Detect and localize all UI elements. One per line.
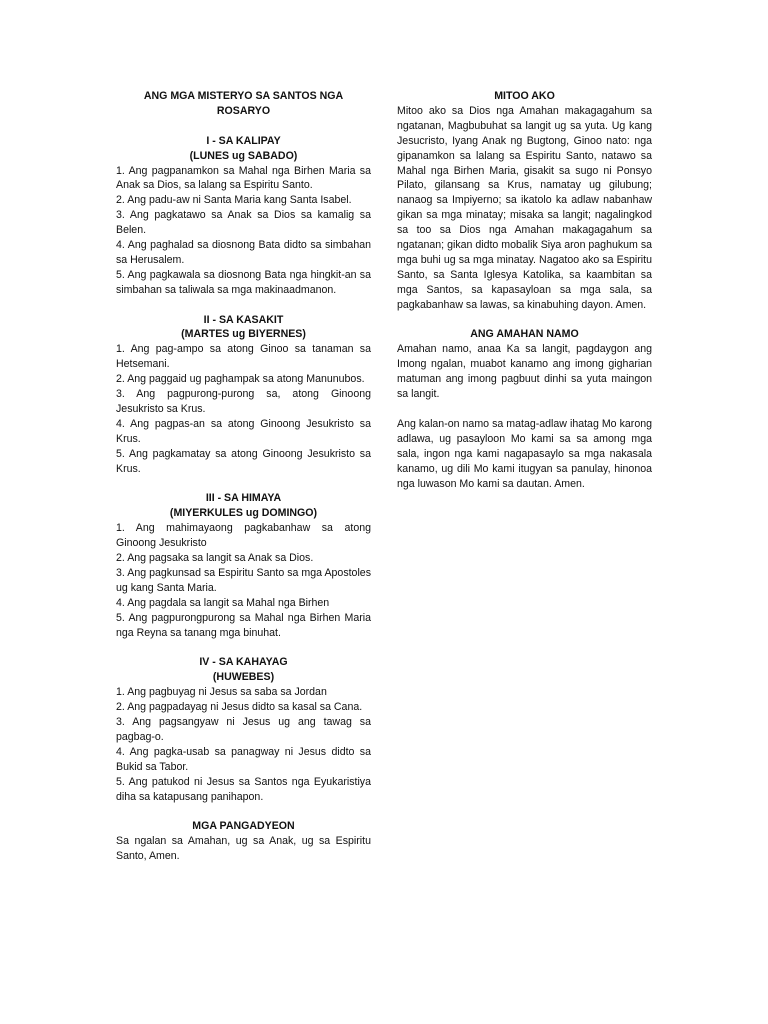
list-item: 2. Ang paggaid ug paghampak sa atong Manunubos. (116, 373, 365, 386)
rosary-title-line2: ROSARYO (216, 104, 271, 117)
list-item: 3. Ang pagsangyaw ni Jesus ug ang tawag sa pagbag-o. (116, 716, 371, 743)
list-item: 1. Ang pagbuyag ni Jesus sa saba sa Jordan (116, 686, 327, 699)
list-item: 3. Ang pagkunsad sa Espiritu Santo sa mga Apostoles ug kang Santa Maria. (116, 566, 371, 594)
creed-section (397, 89, 652, 313)
mystery-section-sorrowful (116, 313, 371, 477)
list-item: 4. Ang pagdala sa langit sa Mahal nga Birhen (116, 596, 330, 609)
prayers-section (116, 819, 371, 864)
section-title: II - SA KASAKIT (203, 313, 284, 326)
list-item: 1. Ang pagpanamkon sa Mahal nga Birhen Maria sa Anak sa Dios, sa lalang sa Espiritu Santo. (116, 164, 371, 192)
list-item: 2. Ang pagsaka sa langit sa Anak sa Dios. (116, 552, 314, 565)
section-days: (MARTES ug BIYERNES) (181, 328, 306, 341)
creed-text: Mitoo ako sa Dios nga Amahan makagagahum sa ngatanan, Magbubuhat sa langit ug sa yuta. Ug kang Jesucristo, Iyang Anak ng Bugtong, Ginoo nato: nga gipanamkon sa lalang sa Espiritu Santo, natawo sa Mahal nga Birhen Maria, gisakit sa sugo ni Ponsyo Pilato, gilansang sa Krus, namatay ug gilubung; nanaog sa Impiyerno; sa ikatolo ka adlaw nabanhaw gikan sa mga minatay; misaka sa langit; nagalingkod sa too sa Dios nga Amahan makagagahum sa ngatanan; gikan didto mobalik Siya aron paghukum sa mga buhi ug sa mga minatay. Nagatoo ako sa Espiritu Santo, sa Santa Iglesya Katolika, sa kaambitan sa mga Santos, sa kapasayloan sa mga sala, sa pagkabanhaw sa lawas, sa kinabuhing dayon. Amen. (397, 104, 653, 311)
mystery-section-luminous (116, 655, 371, 804)
section-title: IV - SA KAHAYAG (199, 656, 288, 669)
left-column (116, 89, 371, 879)
rosary-title-line1: ANG MGA MISTERYO SA SANTOS NGA (143, 90, 344, 102)
list-item: 4. Ang pagka-usab sa panagway ni Jesus didto sa Bukid sa Tabor. (116, 745, 371, 773)
spacer (116, 119, 371, 134)
our-father-paragraph-1: Amahan namo, anaa Ka sa langit, pagdaygon ang Imong ngalan, muabot kanamo ang imong gigharian matuman ang imong pagbuut dinhi sa yuta maingon sa langit. (397, 343, 652, 401)
section-days: (MIYERKULES ug DOMINGO) (169, 507, 318, 520)
list-item: 1. Ang mahimayaong pagkabanhaw sa atong Ginoong Jesukristo (116, 522, 371, 550)
our-father-section (397, 327, 652, 491)
list-item: 3. Ang pagkatawo sa Anak sa Dios sa kamalig sa Belen. (116, 209, 371, 237)
list-item: 5. Ang pagpurongpurong sa Mahal nga Birhen Maria nga Reyna sa tanang mga binuhat. (116, 611, 371, 639)
list-item: 5. Ang pagkawala sa diosnong Bata nga hingkit-an sa simbahan sa taliwala sa mga makinaadmanon. (116, 268, 371, 296)
mystery-section-glorious (116, 491, 371, 640)
list-item: 3. Ang pagpurong-purong sa, atong Ginoong Jesukristo sa Krus. (116, 388, 371, 415)
mystery-list (116, 342, 371, 476)
section-days: (HUWEBES) (212, 671, 275, 684)
mystery-list (116, 521, 371, 640)
section-days: (LUNES ug SABADO) (189, 149, 298, 162)
mystery-list (116, 164, 371, 298)
section-title: III - SA HIMAYA (205, 492, 282, 505)
list-item: 5. Ang patukod ni Jesus sa Santos nga Eyukaristiya diha sa katapusang panihapon. (116, 775, 371, 803)
prayers-title: MGA PANGADYEON (192, 820, 295, 833)
list-item: 1. Ang pag-ampo sa atong Ginoo sa tanaman sa Hetsemani. (116, 343, 371, 371)
section-title: I - SA KALIPAY (206, 134, 281, 147)
spacer (397, 402, 652, 417)
creed-title: MITOO AKO (494, 90, 555, 102)
our-father-paragraph-2: Ang kalan-on namo sa matag-adlaw ihatag Mo karong adlawa, ug pasayloon Mo kami sa sa among mga sala, ingon nga kami nagapasaylo sa mga nakasala kanamo, ug dili Mo kami itugyan sa panulay, hinonoa nga luwason Mo kami sa dautan. Amen. (397, 417, 652, 490)
our-father-title: ANG AMAHAN NAMO (470, 328, 579, 341)
mystery-section-joyful (116, 134, 371, 298)
prayers-text: Sa ngalan sa Amahan, ug sa Anak, ug sa Espiritu Santo, Amen. (116, 835, 371, 863)
list-item: 5. Ang pagkamatay sa atong Ginoong Jesukristo sa Krus. (116, 447, 371, 475)
right-column (397, 89, 652, 506)
list-item: 4. Ang paghalad sa diosnong Bata didto sa simbahan sa Herusalem. (116, 239, 371, 266)
list-item: 4. Ang pagpas-an sa atong Ginoong Jesukristo sa Krus. (116, 417, 371, 445)
mystery-list (116, 685, 371, 804)
list-item: 2. Ang pagpadayag ni Jesus didto sa kasal sa Cana. (116, 701, 363, 714)
list-item: 2. Ang padu-aw ni Santa Maria kang Santa Isabel. (116, 194, 352, 207)
